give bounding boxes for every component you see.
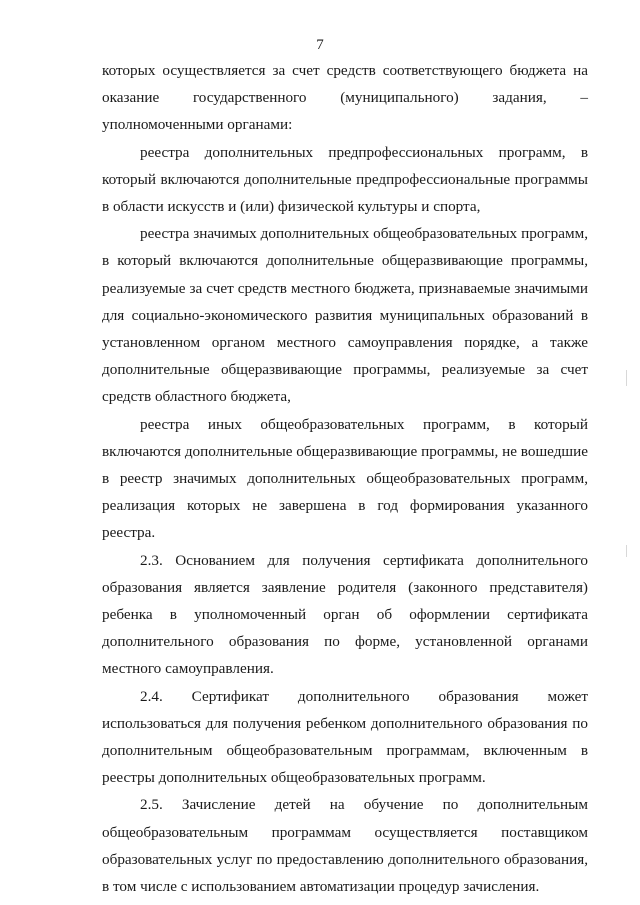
scan-margin-mark <box>626 545 627 557</box>
paragraph-continuation: которых осуществляется за счет средств соответствующего бюджета на оказание государственного (муниципального) задания, – уполномоченными органами: <box>102 62 588 134</box>
paragraph-significant-registry: реестра значимых дополнительных общеобразовательных программ, в который включаются дополнительные общеразвивающие программы, реализуемые за счет средств местного бюджета, признаваемые значимыми для социально-экономического развития муниципальных образований в установленном органом местного самоуправления порядке, а также дополнительные общеразвивающие программы, реализуемые за счет средств областного бюджета, <box>102 225 588 406</box>
paragraph-2-4: 2.4. Сертификат дополнительного образования может использоваться для получения ребенком дополнительного образования по дополнительным общеобразовательным программам, включенным в реестры дополнительных общеобразовательных программ. <box>102 687 588 787</box>
paragraph-2-5: 2.5. Зачисление детей на обучение по дополнительным общеобразовательным программам осуществляется поставщиком образовательных услуг по предоставлению дополнительного образования, в том числе с использованием автоматизации процедур зачисления. <box>102 796 588 896</box>
document-body <box>102 57 588 900</box>
paragraph-2-3: 2.3. Основанием для получения сертификата дополнительного образования является заявление родителя (законного представителя) ребенка в уполномоченный орган об оформлении сертификата дополнительного образования по форме, установленной органами местного самоуправления. <box>102 551 588 678</box>
page-number: 7 <box>316 37 324 53</box>
paragraph-other-registry: реестра иных общеобразовательных программ, в который включаются дополнительные общеразвивающие программы, не вошедшие в реестр значимых дополнительных общеобразовательных программ, реализация которых не завершена в год формирования указанного реестра. <box>102 415 588 542</box>
paragraph-preprofessional-registry: реестра дополнительных предпрофессиональных программ, в который включаются дополнительные предпрофессиональные программы в области искусств и (или) физической культуры и спорта, <box>102 143 588 216</box>
scan-margin-mark <box>626 370 627 386</box>
